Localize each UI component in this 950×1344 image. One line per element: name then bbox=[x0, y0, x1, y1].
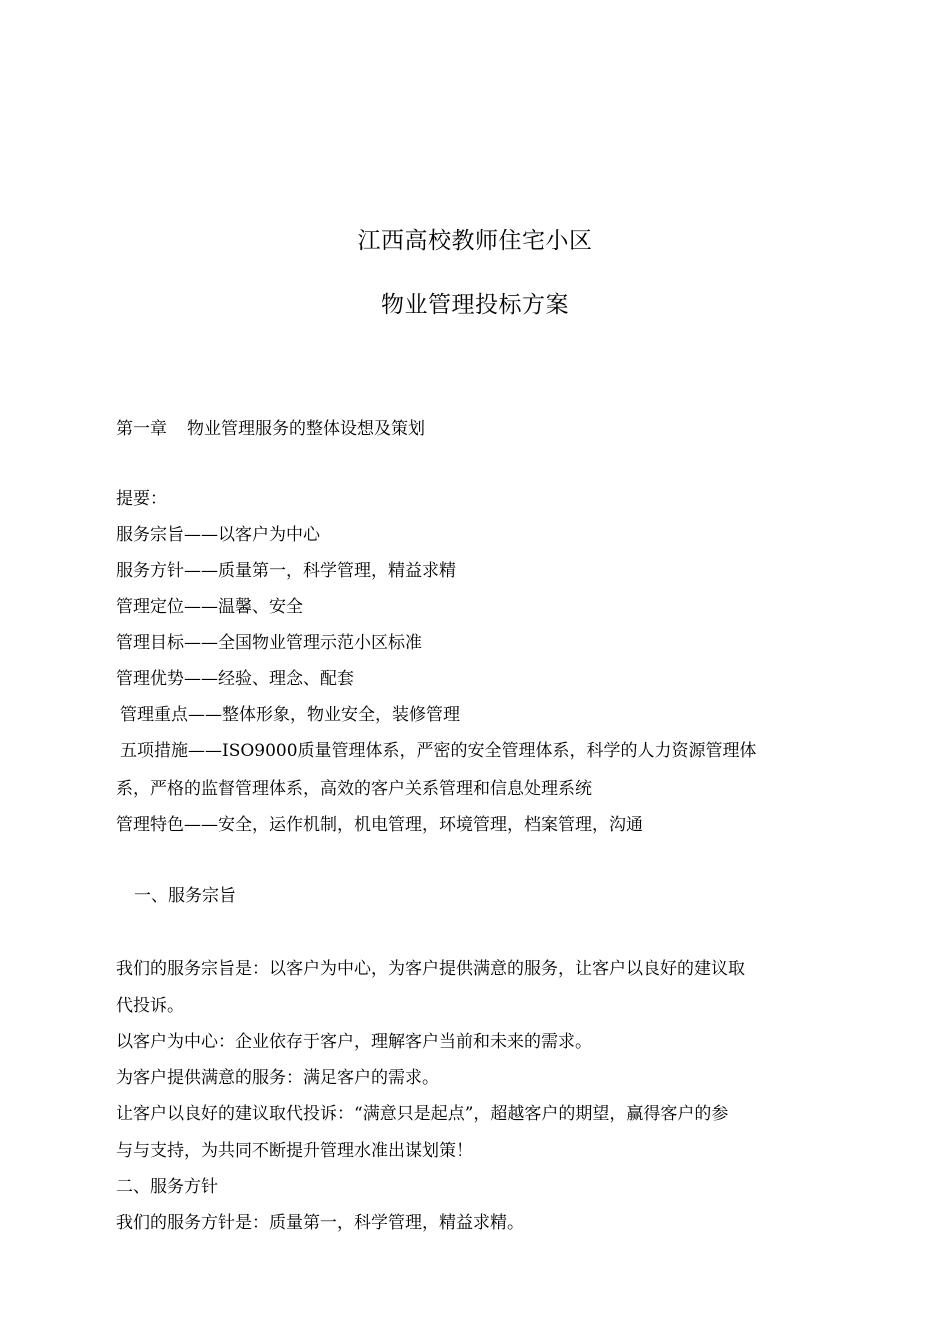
document-title-line-1: 江西高校教师住宅小区 bbox=[357, 228, 593, 254]
summary-item: 管理重点——整体形象，物业安全，装修管理 bbox=[120, 705, 460, 725]
chapter-heading bbox=[116, 418, 425, 440]
document-title-line-2: 物业管理投标方案 bbox=[381, 292, 569, 318]
section-2-heading: 二、服务方针 bbox=[116, 1177, 218, 1197]
summary-item: 系，严格的监督管理体系，高效的客户关系管理和信息处理系统 bbox=[116, 779, 592, 799]
summary-item: 服务方针——质量第一，科学管理，精益求精 bbox=[116, 561, 456, 581]
summary-item: 服务宗旨——以客户为中心 bbox=[116, 525, 320, 545]
section-2-paragraph: 我们的服务方针是：质量第一，科学管理，精益求精。 bbox=[116, 1213, 524, 1233]
section-1-paragraph: 让客户以良好的建议取代投诉：“满意只是起点”，超越客户的期望，赢得客户的参 bbox=[116, 1104, 729, 1124]
section-1-paragraph: 以客户为中心：企业依存于客户，理解客户当前和未来的需求。 bbox=[116, 1032, 592, 1052]
section-1-paragraph: 我们的服务宗旨是：以客户为中心，为客户提供满意的服务，让客户以良好的建议取 bbox=[116, 959, 745, 979]
section-1-paragraph: 与与支持，为共同不断提升管理水准出谋划策！ bbox=[116, 1141, 473, 1161]
section-1-heading: 一、服务宗旨 bbox=[134, 886, 236, 906]
summary-item: 五项措施——ISO9000质量管理体系，严密的安全管理体系，科学的人力资源管理体 bbox=[120, 741, 757, 761]
summary-item: 管理优势——经验、理念、配套 bbox=[116, 669, 354, 689]
section-1-paragraph: 代投诉。 bbox=[116, 996, 184, 1016]
chapter-title: 物业管理服务的整体设想及策划 bbox=[187, 419, 425, 439]
summary-item: 管理定位——温馨、安全 bbox=[116, 597, 303, 617]
chapter-number: 第一章 bbox=[116, 419, 167, 439]
section-1-paragraph: 为客户提供满意的服务：满足客户的需求。 bbox=[116, 1068, 439, 1088]
summary-label: 提要： bbox=[116, 489, 167, 509]
summary-item: 管理目标——全国物业管理示范小区标准 bbox=[116, 633, 422, 653]
summary-item: 管理特色——安全，运作机制，机电管理，环境管理，档案管理，沟通 bbox=[116, 815, 643, 835]
